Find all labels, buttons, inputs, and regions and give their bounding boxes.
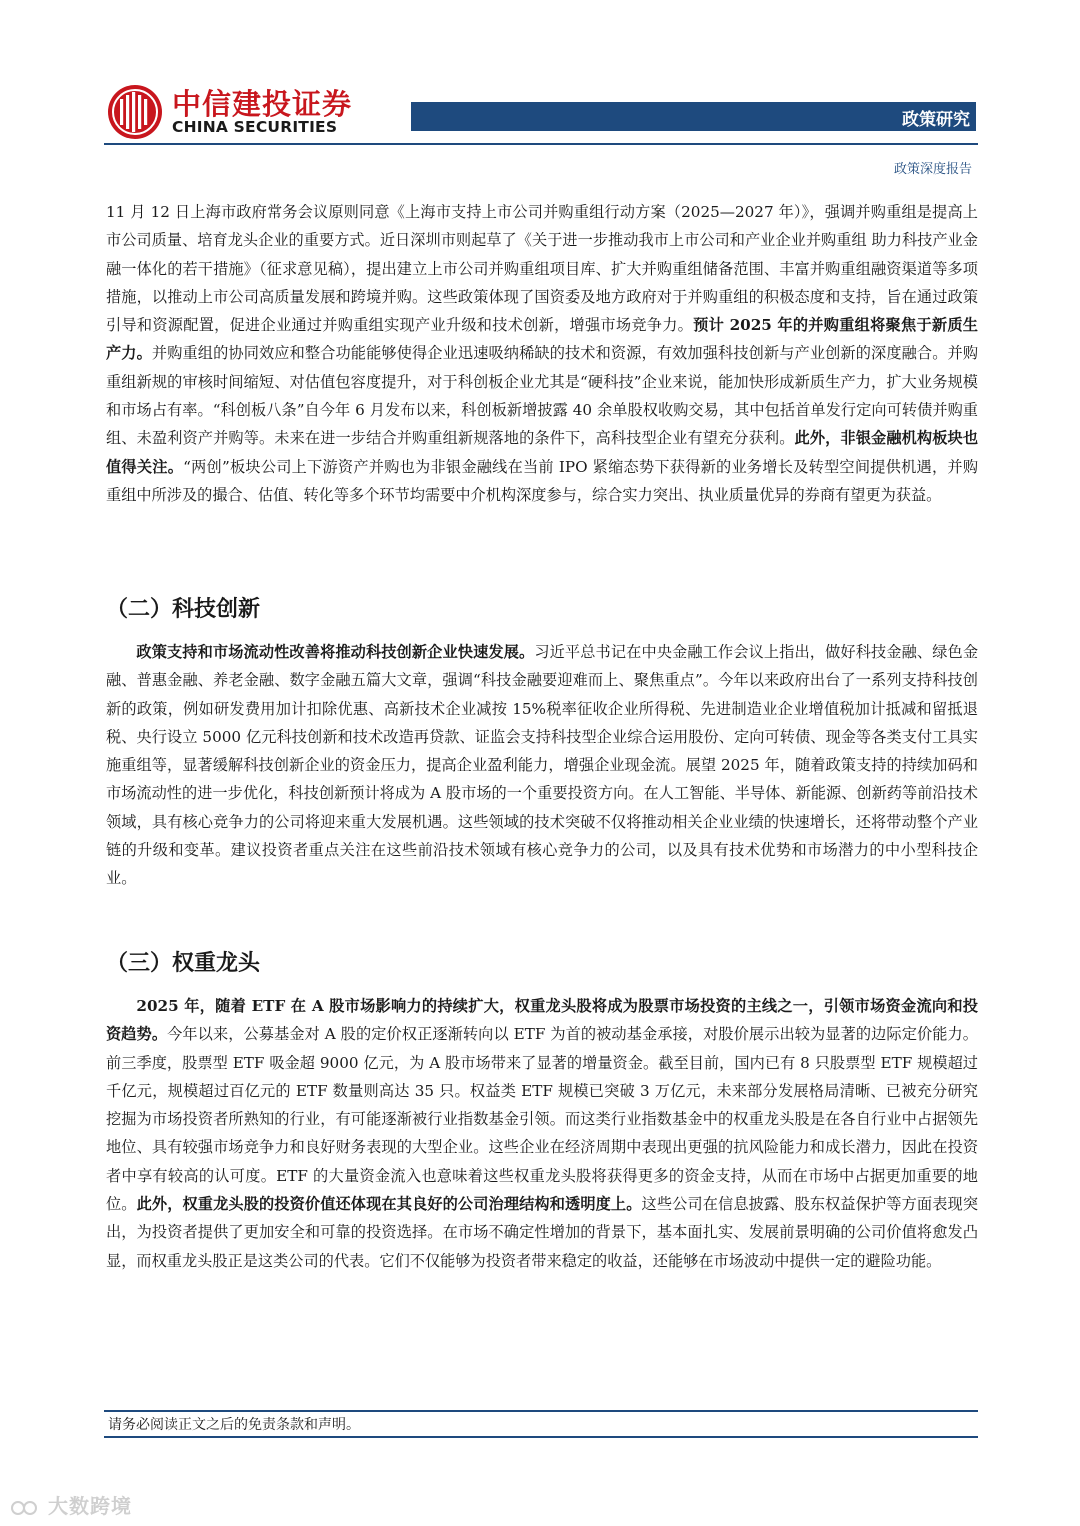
paragraph-text: 11 月 12 日上海市政府常务会议原则同意《上海市支持上市公司并购重组行动方案（2025—2027 年）》，强调并购重组是提高上市公司质量、培育龙头企业的重要方式。近日深圳市则起草了《关于进一步推动我市上市公司和产业企业并购重组 助力科技产业金融一体化的若干措施》（征求意见稿），提出建立上市公司并购重组项目库、扩大并购重组储备范围、丰富并购重组融资渠道等多项措施，以推动上市公司高质量发展和跨境并购。这些政策体现了国资委及地方政府对于并购重组的积极态度和支持，旨在通过政策引导和资源配置，促进企业通过并购重组实现产业升级和技术创新，增强市场竞争力。 (106, 203, 978, 335)
logo-emblem-icon (106, 82, 166, 142)
body-paragraph-etf (106, 992, 978, 1275)
banner-label: 政策研究 (902, 110, 970, 130)
bold-emphasis-text: 此外，非银金融机构板块也值得关注。 (106, 429, 979, 476)
section-banner (411, 102, 976, 131)
watermark-logo-icon (10, 1498, 44, 1518)
section-heading-tech-innovation: （二）科技创新 (106, 597, 261, 622)
company-logo (106, 82, 353, 142)
bold-emphasis-text: 政策支持和市场流动性改善将推动科技创新企业快速发展。 (136, 643, 535, 661)
watermark-text: 大数跨境 (48, 1494, 132, 1518)
paragraph-text: 今年以来，公募基金对 A 股的定价权正逐渐转向以 ETF 为首的被动基金承接，对股价展示出较为显著的边际定价能力。前三季度，股票型 ETF 吸金超 9000 亿元，为 A 股市场带来了显著的增量资金。截至目前，国内已有 8 只股票型 ETF 规模超过千亿元，规模超过百亿元的 ETF 数量则高达 35 只。权益类 ETF 规模已突破 3 万亿元，未来部分发展格局清晰、已被充分研究挖掘为市场投资者所熟知的行业，有可能逐渐被行业指数基金引领。而这类行业指数基金中的权重龙头股是在各自行业中占据领先地位、具有较强市场竞争力和良好财务表现的大型企业。这些企业在经济周期中表现出更强的抗风险能力和成长潜力，因此在投资者中享有较高的认可度。ETF 的大量资金流入也意味着这些权重龙头股将获得更多的资金支持，从而在市场中占据更加重要的地位。 (106, 1025, 978, 1214)
footer-disclaimer: 请务必阅读正文之后的免责条款和声明。 (108, 1417, 360, 1433)
footer-divider-bottom (104, 1436, 978, 1438)
report-type-label: 政策深度报告 (893, 162, 972, 177)
paragraph-text: 习近平总书记在中央金融工作会议上指出，做好科技金融、绿色金融、普惠金融、养老金融、数字金融五篇大文章，强调“科技金融要迎难而上、聚焦重点”。今年以来政府出台了一系列支持科技创新的政策，例如研发费用加计扣除优惠、高新技术企业减按 15%税率征收企业所得税、先进制造业企业增值税加计抵减和留抵退税、央行设立 5000 亿元科技创新和技术改造再贷款、证监会支持科技型企业综合运用股份、定向可转债、现金等各类支付工具实施重组等，显著缓解科技创新企业的资金压力，提高企业盈利能力，增强企业现金流。展望 2025 年，随着政策支持的持续加码和市场流动性的进一步优化，科技创新预计将成为 A 股市场的一个重要投资方向。在人工智能、半导体、新能源、创新药等前沿技术领域，具有核心竞争力的公司将迎来重大发展机遇。这些领域的技术突破不仅将推动相关企业业绩的快速增长，还将带动整个产业链的升级和变革。建议投资者重点关注在这些前沿技术领域有核心竞争力的公司，以及具有技术优势和市场潜力的中小型科技企业。 (106, 643, 979, 888)
footer-divider-top (104, 1410, 978, 1412)
logo-chinese-name: 中信建投证券 (172, 87, 353, 121)
paragraph-text: 并购重组的协同效应和整合功能能够使得企业迅速吸纳稀缺的技术和资源，有效加强科技创新与产业创新的深度融合。并购重组新规的审核时间缩短、对估值包容度提升，对于科创板企业尤其是“硬科技”企业来说，能加快形成新质生产力，扩大业务规模和市场占有率。“科创板八条”自今年 6 月发布以来，科创板新增披露 40 余单股权收购交易，其中包括首单发行定向可转债并购重组、未盈利资产并购等。未来在进一步结合并购重组新规落地的条件下，高科技型企业有望充分获利。 (106, 344, 979, 448)
bold-emphasis-text: 2025 年，随着 ETF 在 A 股市场影响力的持续扩大，权重龙头股将成为股票市场投资的主线之一，引领市场资金流向和投资趋势。 (106, 997, 978, 1044)
bold-emphasis-text: 预计 2025 年的并购重组将聚焦于新质生产力。 (106, 316, 978, 363)
paragraph-text: 这些公司在信息披露、股东权益保护等方面表现突出，为投资者提供了更加安全和可靠的投资选择。在市场不确定性增加的背景下，基本面扎实、发展前景明确的公司价值将愈发凸显，而权重龙头股正是这类公司的代表。它们不仅能够为投资者带来稳定的收益，还能够在市场波动中提供一定的避险功能。 (106, 1195, 979, 1270)
body-paragraph-mna (106, 198, 978, 509)
bold-emphasis-text: 此外，权重龙头股的投资价值还体现在其良好的公司治理结构和透明度上。 (136, 1195, 642, 1214)
section-heading-weighted-leaders: （三）权重龙头 (106, 951, 261, 976)
paragraph-text: “两创”板块公司上下游资产并购也为非银金融线在当前 IPO 紧缩态势下获得新的业务增长及转型空间提供机遇，并购重组中所涉及的撮合、估值、转化等多个环节均需要中介机构深度参与，综合实力突出、执业质量优异的券商有望更为获益。 (106, 457, 979, 504)
body-paragraph-tech (106, 638, 978, 893)
logo-english-name: CHINA SECURITIES (172, 118, 338, 136)
header-divider (104, 143, 978, 145)
watermark (10, 1490, 132, 1519)
